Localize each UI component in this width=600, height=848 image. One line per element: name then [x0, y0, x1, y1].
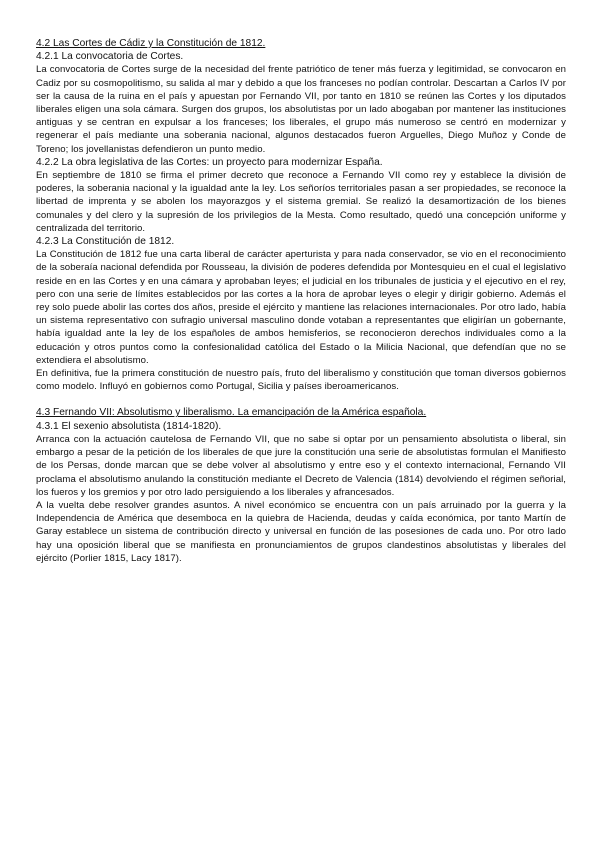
- paragraph: En definitiva, fue la primera constitución de nuestro país, fruto del liberalismo y constitución que toman diversos gobiernos como modelo. Influyó en gobiernos como Portugal, Sicilia y países iberoamericanos.: [36, 368, 566, 393]
- subsection-title: 4.2.3 La Constitución de 1812.: [36, 236, 175, 248]
- section-title: 4.2 Las Cortes de Cádiz y la Constitución de 1812.: [36, 38, 266, 49]
- subsection-4-2-3: [36, 235, 566, 393]
- subsection-4-2-1: [36, 50, 566, 156]
- paragraph: A la vuelta debe resolver grandes asuntos. A nivel económico se encuentra con un país arruinado por la guerra y la Independencia de América que desemboca en la quiebra de Hacienda, deudas y caída económica, por tanto Martín de Garay establece un sistema de contribución directo y universal en función de las posesiones de cada uno. Por otro lado hay una oposición liberal que se manifiesta en pronunciamientos de grupos clandestinos absolutistas y liberales del ejército (Porlier 1815, Lacy 1817).: [36, 499, 566, 564]
- paragraph: Arranca con la actuación cautelosa de Fernando VII, que no sabe si optar por un pensamiento absolutista o liberal, sin embargo a pesar de la petición de los liberales de que jure la constitución una serie de absolutistas formulan el Manifiesto de los Persas, donde marcan que se debe volver al absolutismo y entre eso y el contexto internacional, Fernando VII proclama el absolutismo anulando la constitución mediante el Decreto de Valencia (1814) devolviendo el régimen señorial, los fueros y los gremios y por otro lado persiguiendo a los liberales y afrancesados.: [36, 433, 566, 498]
- subsection-title: 4.3.1 El sexenio absolutista (1814-1820).: [36, 420, 222, 432]
- subsection-title: 4.2.1 La convocatoria de Cortes.: [36, 51, 184, 63]
- subsection-4-2-2: [36, 156, 566, 235]
- subsection-4-3-1: [36, 420, 566, 565]
- paragraph: La convocatoria de Cortes surge de la necesidad del frente patriótico de tener más fuerza y legitimidad, se convocaron en Cadiz por su cosmopolitismo, su salida al mar y debido a que los franceses no podían controlar. Descartan a Carlos IV por ser la causa de la ruina en el país y apuestan por Fernando VII, por tanto en 1810 se reúnen las Cortes y los diputados liberales eligen una sola cámara. Surgen dos grupos, los absolutistas por un lado abogaban por mantener las instituciones antiguas y se centran en expulsar a los franceses; los liberales, el grupo más numeroso se centró en modernizar y regenerar el país mediante una soberania nacional, algunos destacados fueron Arguelles, Diego Muñoz y Conde de Toreno; los jovellanistas defendieron un punto medio.: [36, 64, 566, 155]
- section-4-3: [36, 406, 566, 564]
- document-page: [36, 37, 566, 565]
- section-title: 4.3 Fernando VII: Absolutismo y liberalismo. La emancipación de la América española.: [36, 407, 427, 419]
- paragraph: En septiembre de 1810 se firma el primer decreto que reconoce a Fernando VII como rey y establece la división de poderes, la soberania nacional y la igualdad ante la ley. Los señoríos territoriales pasan a ser propiedades, se reconoce la libertad de imprenta y se abolen los mayorazgos y el sistema gremial. Se realizó la desamortización de los bienes comunales y del clero y la supresión de los privilegios de la Mesta. Como resultado, quedó una concepción uniforme y centralizada del territorio.: [36, 170, 566, 234]
- section-4-2: [36, 37, 566, 393]
- subsection-title: 4.2.2 La obra legislativa de las Cortes: un proyecto para modernizar España.: [36, 156, 383, 168]
- paragraph: La Constitución de 1812 fue una carta liberal de carácter aperturista y para nada conservador, se vio en el reconocimiento de la soberaía nacional defendida por Rousseau, la división de poderes defendida por Montesquieu en el cual el legislativo reside en en las Cortes y en una cámara y aprobaban leyes; el judicial en los tribunales de justicia y el ejecutivo en el rey, pero con una serie de límites establecidos por las cortes a la hora de aprobar leyes o elegir y dirigir gobierno. Además el rey solo puede abolir las cortes dos años, preside el ejército y mantiene las relaciones internacionales. Por otro lado, había un sistema representativo con sufragio universal masculino donde votaban a representantes que eligirían un gobernante, había igualdad ante la ley de los españoles de ambos hemisferios, se reconocieron derechos individuales como a la educación y otros puntos como la confesionalidad católica del Estado o la Milicia Nacional, que defendían que no se extendiera el absolutismo.: [36, 249, 566, 366]
- section-spacer: [36, 393, 566, 406]
